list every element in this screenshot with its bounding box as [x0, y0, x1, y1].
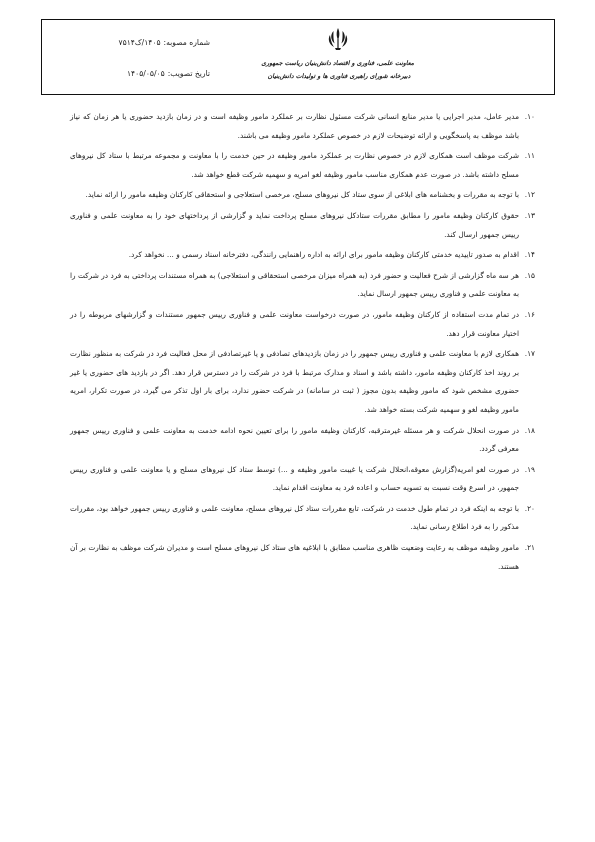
clause-number: ۱۵. — [524, 270, 535, 280]
clause-number: ۱۸. — [524, 425, 535, 435]
approval-number-label: شماره مصوبه: — [163, 38, 210, 47]
clause-item — [70, 345, 535, 419]
clause-text: مدیر عامل، مدیر اجرایی یا مدیر منابع انسانی شرکت مسئول نظارت بر عملکرد مامور وظیفه است و در زمان بازدید حضوری یا هر زمان که نیاز باشد موظف به پاسخگویی و ارائه توضیحات لازم در خصوص عملکرد مامور وظیفه می باشند. — [70, 112, 519, 140]
clause-item — [70, 306, 535, 343]
clause-item — [70, 246, 535, 265]
clause-item — [70, 422, 535, 459]
clause-number: ۲۰. — [524, 503, 535, 513]
clause-text: در تمام مدت استفاده از کارکنان وظیفه مامور، در صورت درخواست معاونت علمی و فناوری رییس جمهور مستندات و گزارشهای مربوطه را در اختیار معاونت قرار دهد. — [70, 309, 519, 338]
clause-number: ۱۱. — [524, 151, 535, 161]
clause-number: ۲۱. — [524, 543, 535, 553]
approval-number — [60, 38, 210, 47]
clause-number: ۱۹. — [524, 464, 535, 474]
clause-text: با توجه به اینکه فرد در تمام طول خدمت در شرکت، تابع مقررات ستاد کل نیروهای مسلح، معاونت علمی و فناوری رییس جمهور خواهد بود، مقررات مذکور را به فرد اطلاع رسانی نماید. — [70, 503, 519, 532]
org-name-line-1: معاونت علمی، فناوری و اقتصاد دانش‌بنیان ریاست جمهوری — [261, 60, 414, 67]
clause-number: ۱۶. — [524, 309, 535, 319]
clause-item — [70, 147, 535, 184]
clause-text: حقوق کارکنان وظیفه مامور را مطابق مقررات ستادکل نیروهای مسلح پرداخت نماید و گزارشی از پرداختهای خود را به معاونت علمی و فناوری رییس جمهور ارسال کند. — [70, 210, 519, 239]
clause-item — [70, 207, 535, 244]
approval-date-value: ۱۴۰۵/۰۵/۰۵ — [126, 69, 165, 78]
clause-text: اقدام به صدور تاییدیه خدمتی کارکنان وظیفه مامور برای ارائه به اداره راهنمایی رانندگی، دفترخانه اسناد رسمی و ... نخواهد کرد. — [128, 250, 519, 260]
clause-text: مامور وظیفه موظف به رعایت وضعیت ظاهری مناسب مطابق با ابلاغیه های ستاد کل نیروهای مسلح است و مدیران شرکت موظف به نظارت بر آن هستند. — [70, 543, 519, 571]
approval-date-label: تاریخ تصویب: — [167, 69, 210, 78]
clause-item — [70, 500, 535, 537]
clause-number: ۱۴. — [524, 250, 535, 260]
document-header — [41, 19, 555, 95]
iran-emblem-icon — [327, 26, 349, 52]
clause-number: ۱۳. — [524, 210, 535, 220]
org-name-line-2: دبیرخانه شورای راهبری فناوری ها و تولیدات دانش‌بنیان — [267, 73, 411, 80]
clause-text: همکاری لازم با معاونت علمی و فناوری رییس جمهور را در زمان بازدیدهای تصادفی و یا غیرتصادفی از محل فعالیت فرد در شرکت به منظور نظارت بر روند اخذ کارکنان وظیفه مامور، داشته باشد و اسناد و مدارک مرتبط با فرد در شرکت را در دسترس قرار دهد. اگر در بازدید های حضوری یا غیر حضوری مشخص شود که مامور وظیفه بدون مجوز ( ثبت در سامانه) در شرکت حضور ندارد، برای بار اول تذکر می گیرد، در صورت تکرار، امریه مامور وظیفه لغو و سهمیه شرکت بسته خواهد شد. — [70, 349, 519, 414]
clause-text: در صورت لغو امریه(گزارش معوقه،انحلال شرکت یا غیبت مامور وظیفه و ...) توسط ستاد کل نیروهای مسلح و یا معاونت علمی و فناوری رییس جمهور، در اسرع وقت نسبت به تسویه حساب و اعاده فرد به معاونت اقدام نماید. — [70, 464, 519, 493]
approval-number-value: ۱۴۰۵/ک۷۵۱۴ — [118, 38, 161, 47]
clause-item — [70, 539, 535, 576]
clause-text: شرکت موظف است همکاری لازم در خصوص نظارت بر عملکرد مامور وظیفه در حین خدمت را با معاونت و مجموعه مرتبط با ستاد کل نیروهای مسلح داشته باشد. در صورت عدم همکاری مناسب مامور وظیفه لغو امریه و سهمیه شرکت قطع خواهد شد. — [70, 151, 519, 179]
clause-number: ۱۲. — [524, 190, 535, 200]
clause-text: هر سه ماه گزارشی از شرح فعالیت و حضور فرد (به همراه میزان مرخصی استحقاقی و استعلاجی) به همراه مستندات پرداختی به فرد در شرکت را به معاونت علمی و فناوری رییس جمهور ارسال نماید. — [70, 270, 519, 299]
document-body — [70, 108, 535, 576]
clause-text: در صورت انحلال شرکت و هر مسئله غیرمترقبه، کارکنان وظیفه مامور را برای تعیین نحوه ادامه خدمت به معاونت علمی و فناوری رییس جمهور معرفی گردد. — [70, 425, 519, 454]
clause-number: ۱۷. — [524, 349, 535, 359]
clause-number: ۱۰. — [524, 112, 535, 121]
approval-date — [60, 69, 210, 78]
clause-item — [70, 267, 535, 304]
clause-item — [70, 186, 535, 205]
clause-text: با توجه به مقررات و بخشنامه های ابلاغی از سوی ستاد کل نیروهای مسلح، مرخصی استعلاجی و استحقاقی کارکنان وظیفه مامور را ارائه نماید. — [85, 190, 519, 200]
clause-item — [70, 108, 535, 145]
clause-item — [70, 461, 535, 498]
